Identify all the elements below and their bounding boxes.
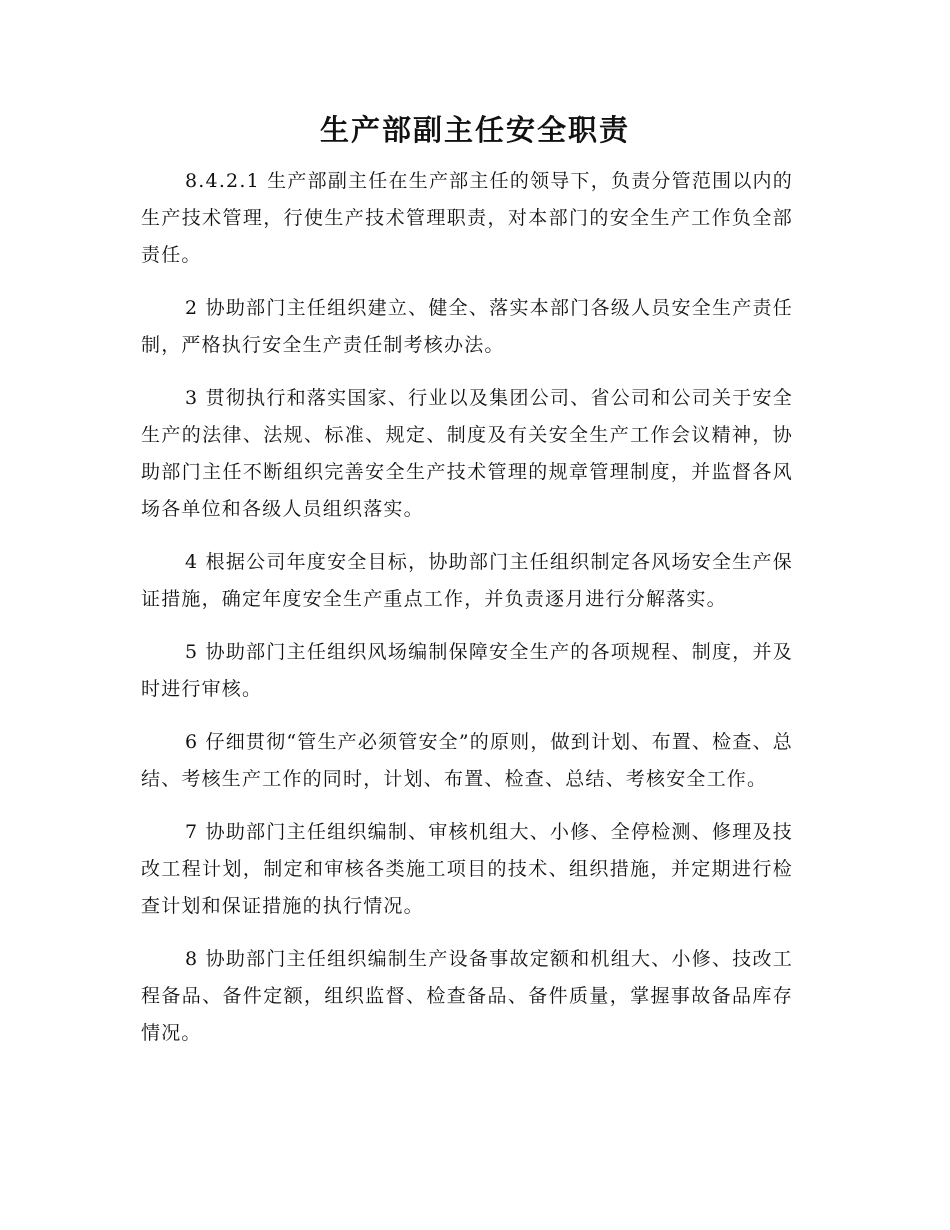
paragraph-6: 6 仔细贯彻“管生产必须管安全”的原则，做到计划、布置、检查、总结、考核生产工作的同时，计划、布置、检查、总结、考核安全工作。 [141, 731, 793, 790]
paragraph-8: 8 协助部门主任组织编制生产设备事故定额和机组大、小修、技改工程备品、备件定额，组织监督、检查备品、备件质量，掌握事故备品库存情况。 [141, 948, 793, 1044]
document-title: 生产部副主任安全职责 [319, 113, 630, 147]
paragraph-7: 7 协助部门主任组织编制、审核机组大、小修、全停检测、修理及技改工程计划，制定和审核各类施工项目的技术、组织措施，并定期进行检查计划和保证措施的执行情况。 [141, 821, 793, 917]
paragraph-2: 2 协助部门主任组织建立、健全、落实本部门各级人员安全生产责任制，严格执行安全生产责任制考核办法。 [141, 297, 793, 356]
paragraph-3: 3 贯彻执行和落实国家、行业以及集团公司、省公司和公司关于安全生产的法律、法规、标准、规定、制度及有关安全生产工作会议精神，协助部门主任不断组织完善安全生产技术管理的规章管理制度，并监督各风场各单位和各级人员组织落实。 [141, 387, 793, 520]
document-body [141, 163, 793, 1068]
paragraph-1: 8.4.2.1 生产部副主任在生产部主任的领导下，负责分管范围以内的生产技术管理，行使生产技术管理职责，对本部门的安全生产工作负全部责任。 [141, 170, 793, 266]
paragraph-5: 5 协助部门主任组织风场编制保障安全生产的各项规程、制度，并及时进行审核。 [141, 641, 793, 700]
paragraph-4: 4 根据公司年度安全目标，协助部门主任组织制定各风场安全生产保证措施，确定年度安全生产重点工作，并负责逐月进行分解落实。 [141, 551, 793, 610]
